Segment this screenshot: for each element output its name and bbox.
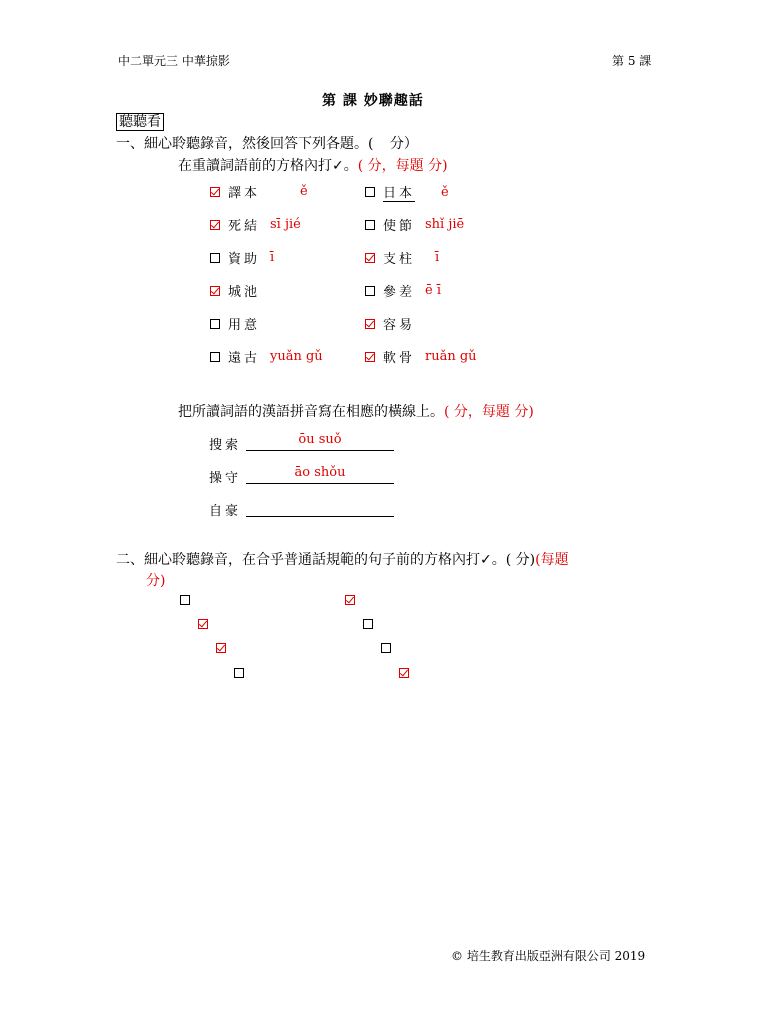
- item-word: 城池: [228, 285, 261, 300]
- checkbox-icon[interactable]: [363, 619, 373, 629]
- section-label: 聽聽看: [116, 113, 164, 131]
- checkbox-icon[interactable]: [381, 643, 391, 653]
- question-1-text-end: 分）: [389, 136, 418, 152]
- tick-icon: ✓: [480, 552, 492, 568]
- question-2-score-a: (每題: [535, 552, 569, 568]
- item-word: 支柱: [383, 252, 416, 267]
- list-item: [210, 182, 308, 201]
- item-pinyin: ī: [435, 250, 440, 265]
- item-pinyin: shǐ jiē: [425, 217, 465, 232]
- list-item: [210, 314, 270, 333]
- checkbox-icon[interactable]: [365, 187, 375, 197]
- list-item: [365, 248, 439, 267]
- answer-line[interactable]: [246, 434, 394, 451]
- score-text: ( 分，每題 分): [357, 158, 448, 174]
- question-1b-instruction: [178, 401, 534, 421]
- checked-checkbox-icon[interactable]: [365, 352, 375, 362]
- item-pinyin: ě: [441, 184, 449, 200]
- list-item: [210, 281, 270, 300]
- instruction-text: 在重讀詞語前的方格內打: [178, 158, 332, 174]
- lesson-title: 第 課 妙聯趣話: [322, 93, 424, 109]
- item-word: 死結: [228, 219, 261, 234]
- question-2-text: 二、細心聆聽錄音，在合乎普通話規範的句子前的方格內打: [116, 552, 480, 568]
- tick-icon: ✓: [332, 158, 344, 174]
- item-pinyin: ī: [270, 250, 275, 265]
- header-right: 第 5 課: [612, 54, 652, 68]
- pinyin-word-label: 自豪: [209, 504, 242, 519]
- list-item: [210, 215, 301, 234]
- list-item: [365, 314, 425, 333]
- list-item: [210, 248, 274, 267]
- item-word: 使節: [383, 219, 416, 234]
- pinyin-word-label: 操守: [209, 471, 242, 486]
- score-1b-text: ( 分，每題 分): [444, 404, 534, 420]
- instruction-end: 。: [343, 158, 358, 174]
- item-pinyin: sī jié: [270, 217, 301, 232]
- list-item: [210, 347, 323, 366]
- item-word: 遠古: [228, 351, 261, 366]
- instruction-1b-text: 把所讀詞語的漢語拼音寫在相應的橫線上。: [178, 404, 444, 420]
- question-1: [116, 133, 418, 153]
- q2-boxes: [0, 0, 768, 15]
- checked-checkbox-icon[interactable]: [198, 619, 208, 629]
- item-word: 用意: [228, 318, 261, 333]
- answer-line[interactable]: [246, 500, 394, 517]
- checked-checkbox-icon[interactable]: [345, 595, 355, 605]
- checkbox-icon[interactable]: [234, 668, 244, 678]
- item-word: 日本: [383, 182, 415, 202]
- checkbox-icon[interactable]: [180, 595, 190, 605]
- question-1-text: 一、細心聆聽錄音，然後回答下列各題。(: [116, 136, 374, 152]
- checkbox-icon[interactable]: [210, 319, 220, 329]
- checked-checkbox-icon[interactable]: [216, 643, 226, 653]
- question-2-score-b: 分): [146, 573, 166, 589]
- item-pinyin: ruǎn gǔ: [425, 349, 477, 364]
- checkbox-icon[interactable]: [365, 286, 375, 296]
- item-pinyin: ě: [300, 184, 308, 199]
- checked-checkbox-icon[interactable]: [210, 187, 220, 197]
- question-1-instruction: [178, 155, 448, 175]
- item-word: 譯本: [228, 186, 261, 201]
- checked-checkbox-icon[interactable]: [365, 253, 375, 263]
- item-pinyin: ē ī: [425, 283, 441, 298]
- checked-checkbox-icon[interactable]: [210, 220, 220, 230]
- checked-checkbox-icon[interactable]: [399, 668, 409, 678]
- header-left: 中二單元三 中華掠影: [118, 54, 230, 68]
- item-pinyin: yuǎn gǔ: [270, 349, 323, 364]
- item-word: 參差: [383, 285, 416, 300]
- item-word: 資助: [228, 252, 261, 267]
- checked-checkbox-icon[interactable]: [210, 286, 220, 296]
- pinyin-word-label: 搜索: [209, 438, 242, 453]
- checkbox-icon[interactable]: [365, 220, 375, 230]
- item-word: 軟骨: [383, 351, 416, 366]
- checkbox-icon[interactable]: [210, 253, 220, 263]
- item-word: 容易: [383, 318, 416, 333]
- list-item: [365, 215, 464, 234]
- checkbox-icon[interactable]: [210, 352, 220, 362]
- answer-line[interactable]: [246, 467, 394, 484]
- answer-text: ōu suǒ: [298, 432, 342, 447]
- question-2: [116, 549, 569, 569]
- list-item: [365, 182, 449, 202]
- checked-checkbox-icon[interactable]: [365, 319, 375, 329]
- list-item: [365, 347, 477, 366]
- answer-text: āo shǒu: [294, 465, 346, 480]
- list-item: [365, 281, 441, 300]
- copyright-footer: © 培生教育出版亞洲有限公司 2019: [451, 949, 646, 963]
- question-2-text-end: 。( 分): [491, 552, 536, 568]
